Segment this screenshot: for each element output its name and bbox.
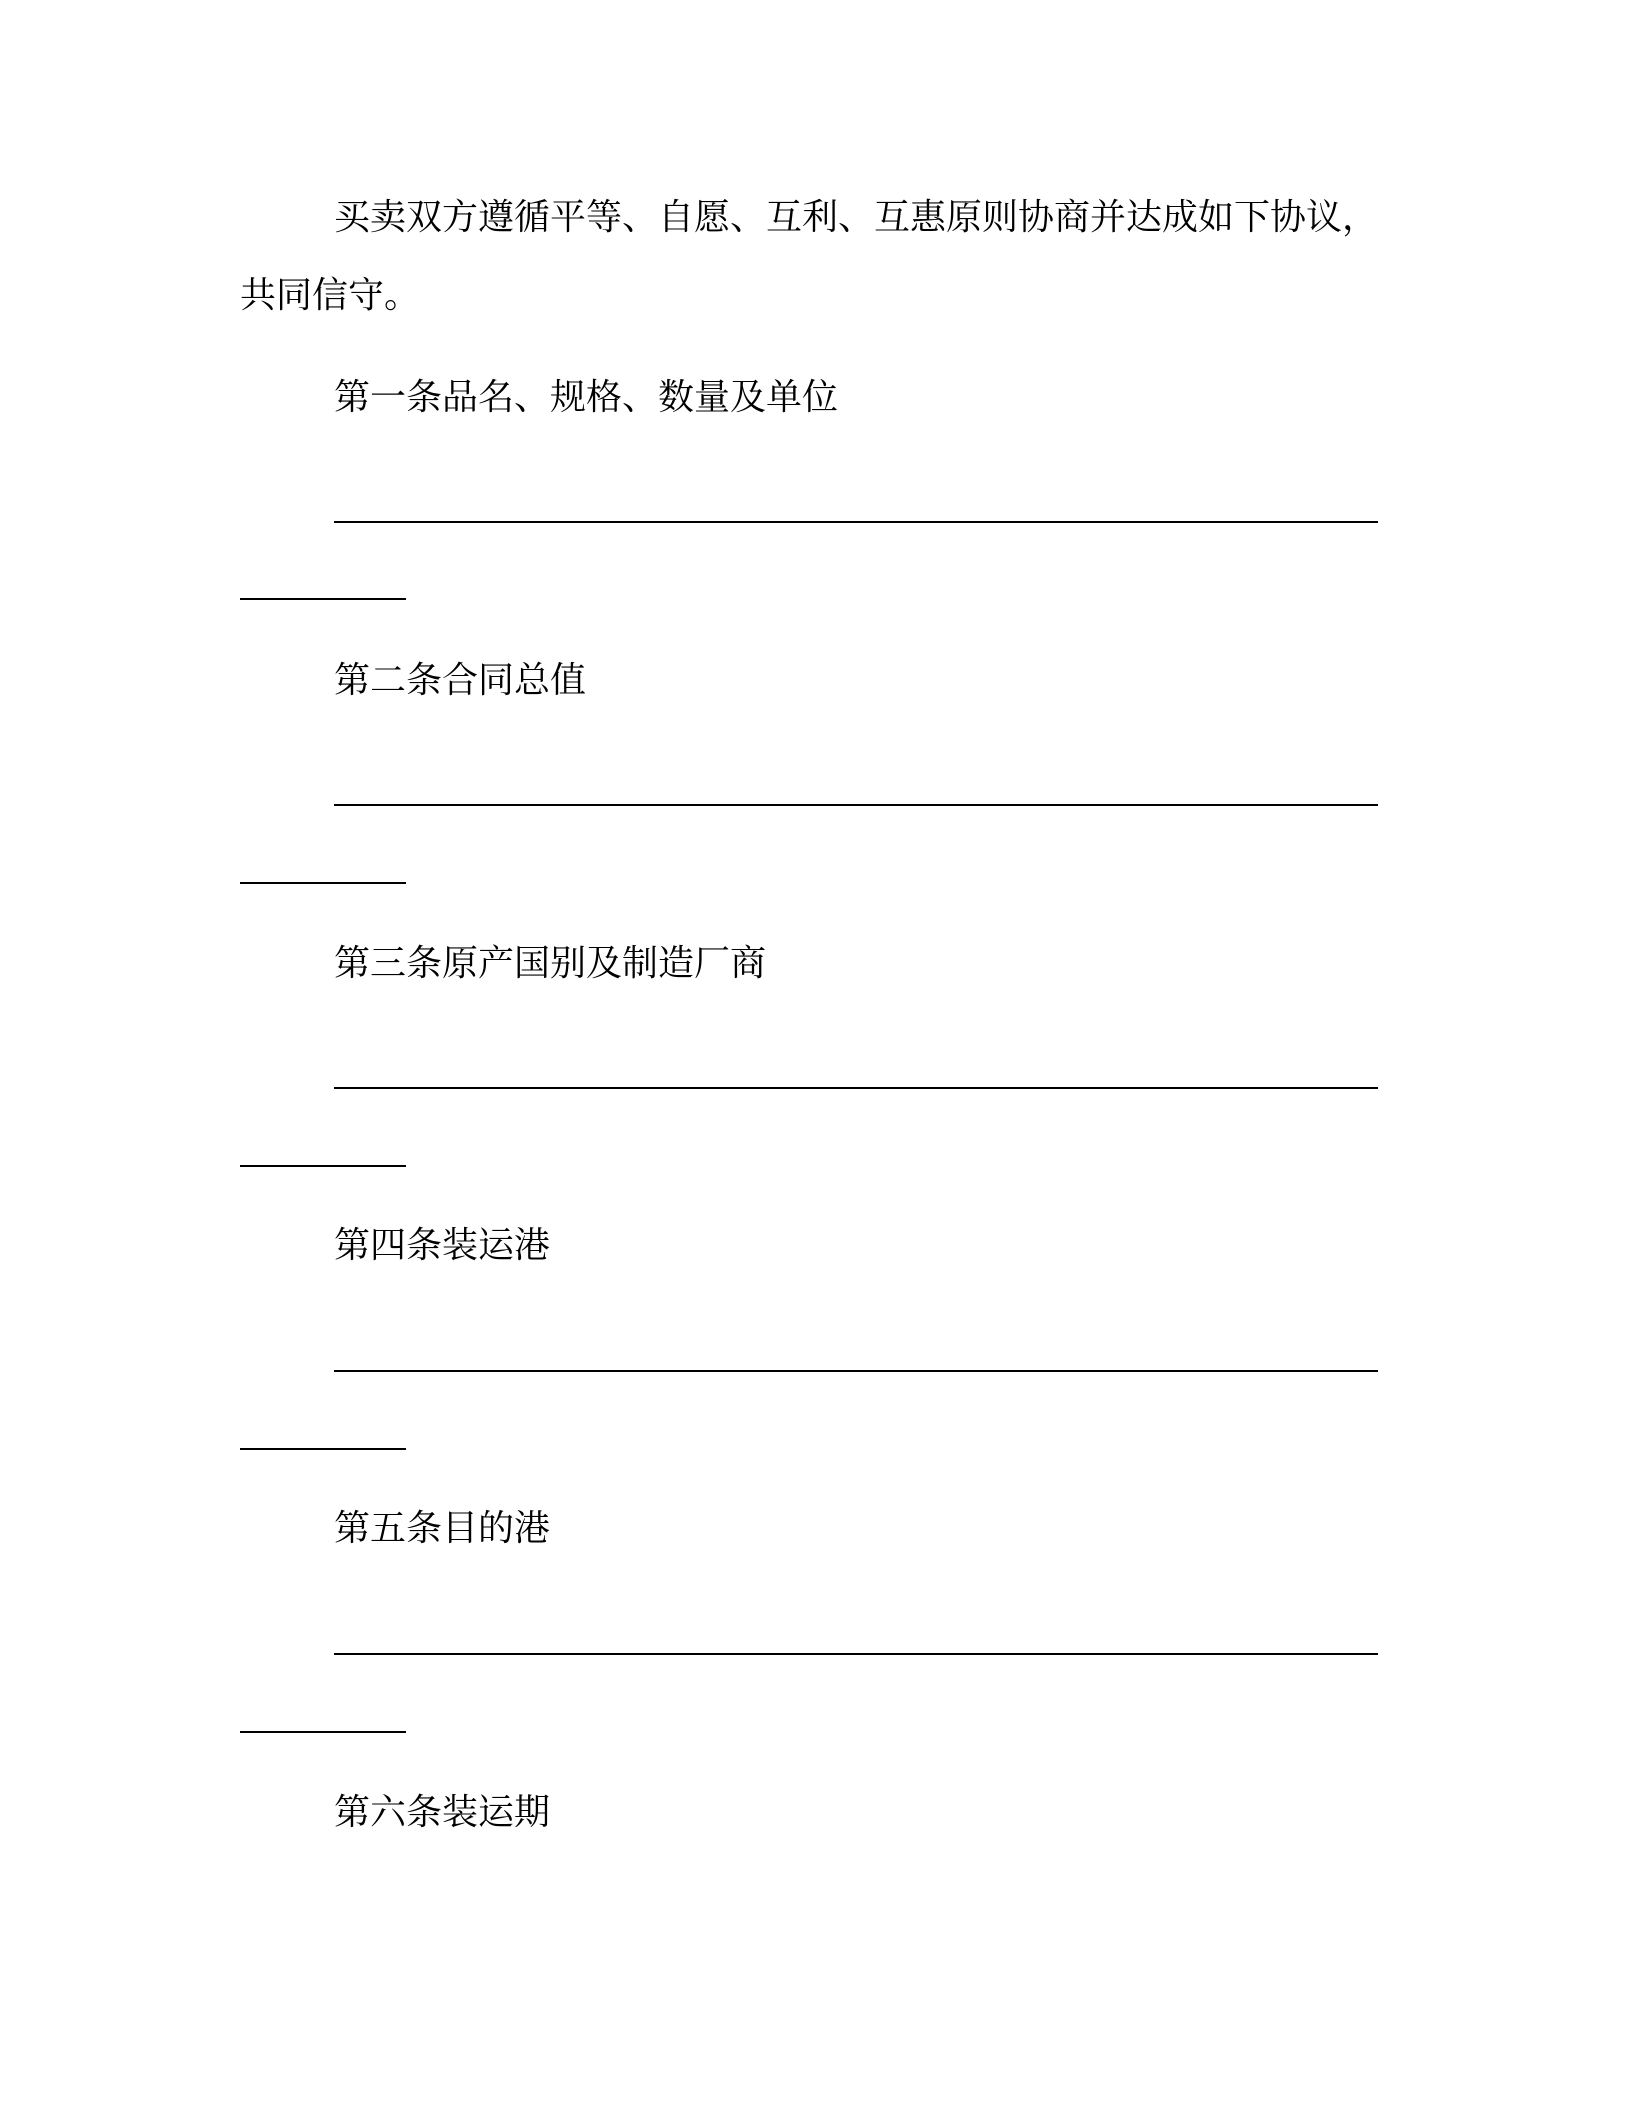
article-3-fill-blank-line-continued [240, 1165, 406, 1167]
article-2-heading: 第二条合同总值 [334, 660, 587, 701]
article-2-fill-blank-line-continued [240, 882, 406, 884]
article-5-fill-blank-line [334, 1653, 1378, 1655]
article-3-fill-blank-line [334, 1087, 1378, 1089]
intro-paragraph-line-2: 共同信守。 [240, 275, 421, 316]
article-5-heading: 第五条目的港 [334, 1508, 551, 1549]
article-3-heading: 第三条原产国别及制造厂商 [334, 943, 767, 984]
article-2-fill-blank-line [334, 804, 1378, 806]
article-6-heading: 第六条装运期 [334, 1792, 551, 1833]
article-5-fill-blank-line-continued [240, 1731, 406, 1733]
article-4-fill-blank-line [334, 1370, 1378, 1372]
article-1-fill-blank-line-continued [240, 598, 406, 600]
article-4-fill-blank-line-continued [240, 1448, 406, 1450]
article-1-heading: 第一条品名、规格、数量及单位 [334, 377, 839, 418]
article-1-fill-blank-line [334, 521, 1378, 523]
intro-paragraph-line-1: 买卖双方遵循平等、自愿、互利、互惠原则协商并达成如下协议， [334, 197, 1379, 238]
article-4-heading: 第四条装运港 [334, 1225, 551, 1266]
